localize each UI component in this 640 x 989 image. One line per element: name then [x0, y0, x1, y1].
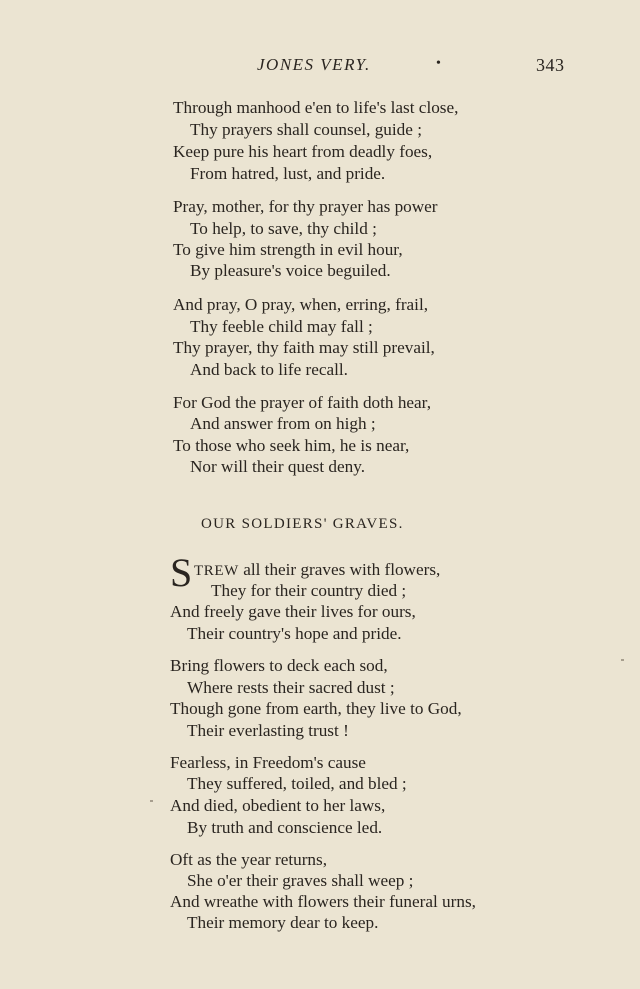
- poem-line: Keep pure his heart from deadly foes,: [173, 142, 433, 161]
- paper-speck: [150, 800, 153, 802]
- poem-line: Fearless, in Freedom's cause: [170, 753, 366, 772]
- drop-cap: S: [170, 550, 193, 595]
- poem-line: They suffered, toiled, and bled ;: [187, 774, 407, 793]
- poem-line: By pleasure's voice beguiled.: [190, 261, 391, 280]
- poem-line: And back to life recall.: [190, 360, 348, 379]
- poem-line: Their everlasting trust !: [187, 721, 349, 740]
- poem-line: To give him strength in evil hour,: [173, 240, 403, 259]
- poem-title: OUR SOLDIERS' GRAVES.: [201, 516, 404, 532]
- first-word-smallcaps: TREW: [194, 563, 239, 579]
- running-head: JONES VERY.: [257, 55, 371, 74]
- poem-line: And pray, O pray, when, erring, frail,: [173, 295, 429, 314]
- poem-line: They for their country died ;: [211, 581, 407, 600]
- poem-line: From hatred, lust, and pride.: [190, 164, 386, 183]
- poem-line: Their country's hope and pride.: [187, 624, 402, 643]
- poem-line: Thy prayers shall counsel, guide ;: [190, 120, 422, 139]
- poem-line: Through manhood e'en to life's last close,: [173, 98, 459, 117]
- poem-line: Nor will their quest deny.: [190, 457, 366, 476]
- poem-line: Their memory dear to keep.: [187, 913, 379, 932]
- paper-speck: [621, 659, 624, 661]
- poem-line: To help, to save, thy child ;: [190, 219, 377, 238]
- poem-line: And answer from on high ;: [190, 414, 376, 433]
- first-line-rest: all their graves with flowers,: [238, 560, 441, 579]
- poem-line: And died, obedient to her laws,: [170, 796, 386, 815]
- poem-line: Thy prayer, thy faith may still prevail,: [173, 338, 435, 357]
- poem-line: Though gone from earth, they live to God,: [170, 699, 462, 718]
- poem-line: Oft as the year returns,: [170, 850, 328, 869]
- poem-line: Where rests their sacred dust ;: [187, 678, 395, 697]
- poem-line: And freely gave their lives for ours,: [170, 602, 416, 621]
- poem-line: For God the prayer of faith doth hear,: [173, 393, 431, 412]
- poem-line: Thy feeble child may fall ;: [190, 317, 373, 336]
- page-number: 343: [536, 55, 565, 75]
- poem-line: To those who seek him, he is near,: [173, 436, 410, 455]
- poem-first-line: [194, 559, 440, 582]
- poem-line: And wreathe with flowers their funeral urns,: [170, 892, 476, 911]
- poem-line: By truth and conscience led.: [187, 818, 383, 837]
- running-head-ornament: •: [436, 56, 441, 71]
- poem-line: Bring flowers to deck each sod,: [170, 656, 388, 675]
- poem-line: She o'er their graves shall weep ;: [187, 871, 414, 890]
- poem-line: Pray, mother, for thy prayer has power: [173, 197, 438, 216]
